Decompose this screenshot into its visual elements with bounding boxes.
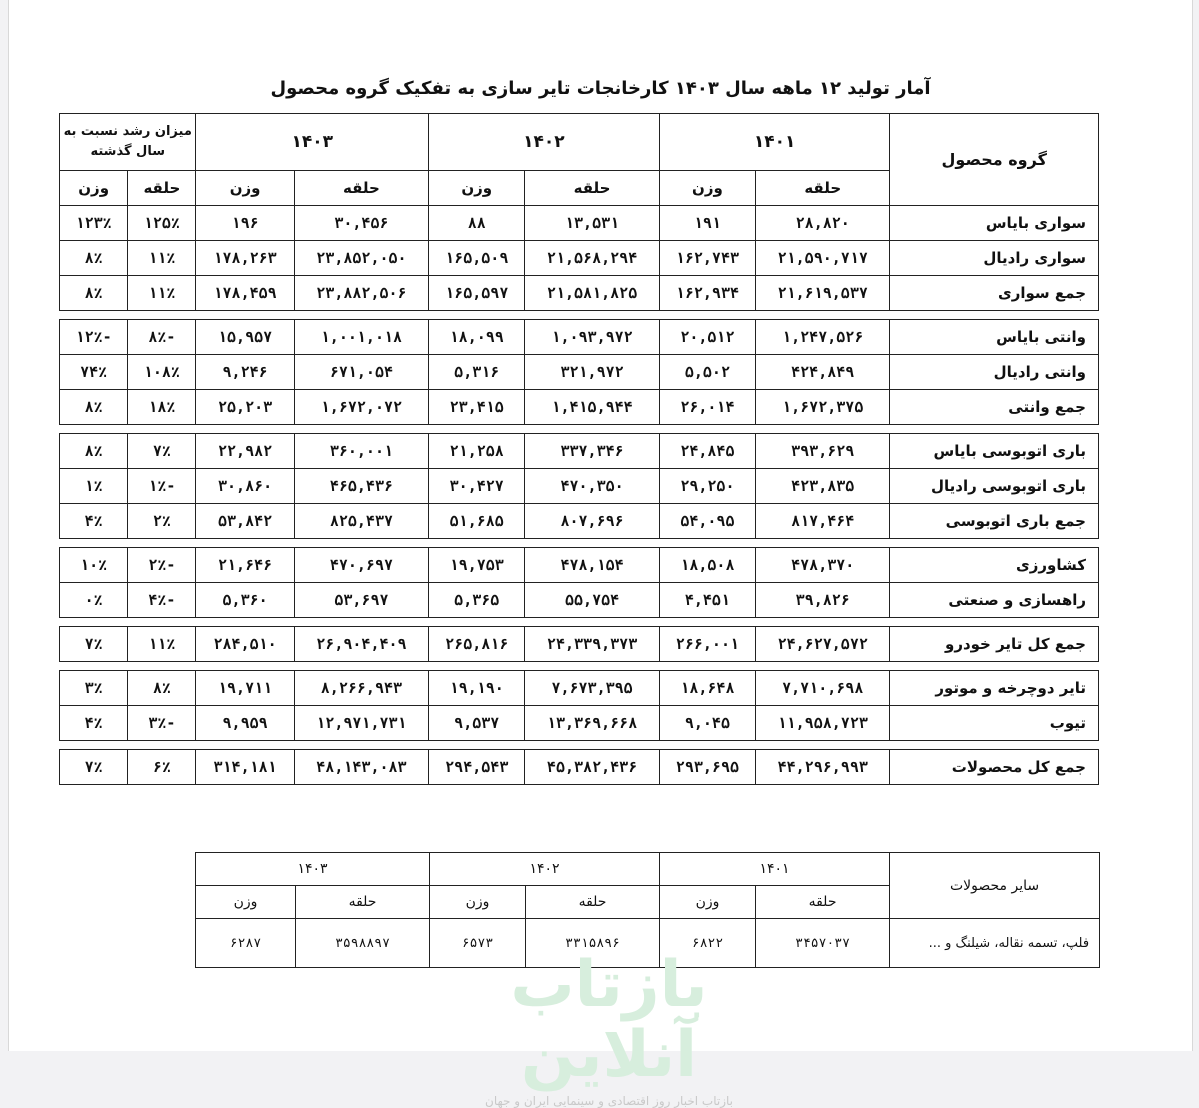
header-group: گروه محصول <box>890 114 1099 206</box>
table-row <box>60 504 1099 539</box>
value-cell: ۵۳,۸۴۲ <box>196 504 294 539</box>
value-cell: ۴۷۸,۱۵۴ <box>525 548 659 583</box>
other-products-table <box>195 852 1100 968</box>
value-cell: ۱۵,۹۵۷ <box>196 320 294 355</box>
watermark-brand: بازتاب آنلاین <box>510 948 708 1092</box>
value-cell: ۲۶۵,۸۱۶ <box>429 627 525 662</box>
other-header-weight: وزن <box>660 886 756 919</box>
row-label: باری اتوبوسی رادیال <box>890 469 1099 504</box>
value-cell: ۴۲۳,۸۳۵ <box>756 469 890 504</box>
value-cell: ۵,۵۰۲ <box>659 355 755 390</box>
other-label: سایر محصولات <box>890 853 1100 919</box>
value-cell: -۸٪ <box>128 320 196 355</box>
row-label: باری اتوبوسی بایاس <box>890 434 1099 469</box>
value-cell: ۳۹,۸۲۶ <box>756 583 890 618</box>
row-label: جمع کل محصولات <box>890 750 1099 785</box>
value-cell: ۲۹,۲۵۰ <box>659 469 755 504</box>
watermark-logo <box>429 950 789 1108</box>
header-year-1401: ۱۴۰۱ <box>659 114 890 171</box>
value-cell: ۳۹۳,۶۲۹ <box>756 434 890 469</box>
value-cell: ۲۳,۴۱۵ <box>429 390 525 425</box>
value-cell: ۴۶۵,۴۳۶ <box>294 469 428 504</box>
other-header-weight: وزن <box>196 886 296 919</box>
value-cell: ۳۰,۸۶۰ <box>196 469 294 504</box>
value-cell: ۳۶۰,۰۰۱ <box>294 434 428 469</box>
table-row <box>60 469 1099 504</box>
section-separator-cell <box>60 311 1099 320</box>
other-header-ring: حلقه <box>756 886 890 919</box>
value-cell: ۳۳۷,۳۴۶ <box>525 434 659 469</box>
row-label: جمع سواری <box>890 276 1099 311</box>
value-cell: ۲۰,۵۱۲ <box>659 320 755 355</box>
value-cell: ۳۰,۴۵۶ <box>294 206 428 241</box>
value-cell: ۱۲۳٪ <box>60 206 128 241</box>
table-row <box>60 390 1099 425</box>
value-cell: ۱,۶۷۲,۰۷۲ <box>294 390 428 425</box>
header-year-1402: ۱۴۰۲ <box>429 114 660 171</box>
other-year-1402: ۱۴۰۲ <box>430 853 660 886</box>
value-cell: ۸۲۵,۴۳۷ <box>294 504 428 539</box>
other-value-cell: ۳۳۱۵۸۹۶ <box>526 919 660 968</box>
value-cell: ۷۴٪ <box>60 355 128 390</box>
value-cell: ۲۶۶,۰۰۱ <box>659 627 755 662</box>
header-growth: میزان رشد نسبت به سال گذشته <box>60 114 196 171</box>
value-cell: ۵۵,۷۵۴ <box>525 583 659 618</box>
value-cell: ۹,۰۴۵ <box>659 706 755 741</box>
value-cell: ۱۹۶ <box>196 206 294 241</box>
value-cell: ۵,۳۱۶ <box>429 355 525 390</box>
value-cell: ۱۶۵,۵۰۹ <box>429 241 525 276</box>
value-cell: ۱۰٪ <box>60 548 128 583</box>
header-weight: وزن <box>196 171 294 206</box>
value-cell: ۲۹۳,۶۹۵ <box>659 750 755 785</box>
value-cell: ۸٪ <box>60 390 128 425</box>
row-label: جمع باری اتوبوسی <box>890 504 1099 539</box>
value-cell: ۳٪ <box>60 671 128 706</box>
value-cell: ۱۹,۷۱۱ <box>196 671 294 706</box>
table-row <box>60 434 1099 469</box>
header-year-1403: ۱۴۰۳ <box>196 114 429 171</box>
value-cell: ۸٪ <box>128 671 196 706</box>
value-cell: ۱۳,۵۳۱ <box>525 206 659 241</box>
row-label: وانتی رادیال <box>890 355 1099 390</box>
value-cell: ۴,۴۵۱ <box>659 583 755 618</box>
value-cell: ۳۰,۴۲۷ <box>429 469 525 504</box>
value-cell: ۱۱,۹۵۸,۷۲۳ <box>756 706 890 741</box>
value-cell: ۷,۶۷۳,۳۹۵ <box>525 671 659 706</box>
value-cell: ۴۲۴,۸۴۹ <box>756 355 890 390</box>
section-separator <box>60 662 1099 671</box>
value-cell: -۴٪ <box>128 583 196 618</box>
other-header-ring: حلقه <box>526 886 660 919</box>
value-cell: ۸۸ <box>429 206 525 241</box>
section-separator <box>60 741 1099 750</box>
table-row <box>60 671 1099 706</box>
other-value-cell: ۶۵۷۳ <box>430 919 526 968</box>
value-cell: -۳٪ <box>128 706 196 741</box>
section-separator-cell <box>60 741 1099 750</box>
value-cell: ۱٪ <box>60 469 128 504</box>
value-cell: ۳۱۴,۱۸۱ <box>196 750 294 785</box>
other-value-cell: ۳۵۹۸۸۹۷ <box>296 919 430 968</box>
section-separator <box>60 539 1099 548</box>
value-cell: ۱۶۵,۵۹۷ <box>429 276 525 311</box>
value-cell: ۱,۲۴۷,۵۲۶ <box>756 320 890 355</box>
other-value-cell: ۶۸۲۲ <box>660 919 756 968</box>
row-label: تیوب <box>890 706 1099 741</box>
table-row <box>60 320 1099 355</box>
table-row <box>60 583 1099 618</box>
value-cell: ۲۱,۵۹۰,۷۱۷ <box>756 241 890 276</box>
value-cell: ۱,۰۹۳,۹۷۲ <box>525 320 659 355</box>
value-cell: ۱۲۵٪ <box>128 206 196 241</box>
value-cell: ۱۹۱ <box>659 206 755 241</box>
table-row <box>60 276 1099 311</box>
row-label: سواری رادیال <box>890 241 1099 276</box>
value-cell: ۵۱,۶۸۵ <box>429 504 525 539</box>
production-table <box>59 113 1099 785</box>
row-label: تایر دوچرخه و موتور <box>890 671 1099 706</box>
value-cell: ۲۸,۸۲۰ <box>756 206 890 241</box>
section-separator-cell <box>60 425 1099 434</box>
value-cell: ۶٪ <box>128 750 196 785</box>
row-label: جمع کل تایر خودرو <box>890 627 1099 662</box>
value-cell: ۲۴,۳۳۹,۳۷۳ <box>525 627 659 662</box>
value-cell: ۱۲,۹۷۱,۷۳۱ <box>294 706 428 741</box>
value-cell: ۱,۴۱۵,۹۴۴ <box>525 390 659 425</box>
header-ring: حلقه <box>756 171 890 206</box>
value-cell: ۳۲۱,۹۷۲ <box>525 355 659 390</box>
table-row <box>60 548 1099 583</box>
value-cell: ۴۷۰,۶۹۷ <box>294 548 428 583</box>
value-cell: ۹,۵۳۷ <box>429 706 525 741</box>
document-page <box>8 0 1193 1108</box>
value-cell: ۵۴,۰۹۵ <box>659 504 755 539</box>
header-weight: وزن <box>429 171 525 206</box>
section-separator-cell <box>60 618 1099 627</box>
section-separator <box>60 311 1099 320</box>
section-separator-cell <box>60 662 1099 671</box>
table-body <box>60 206 1099 785</box>
value-cell: -۲٪ <box>128 548 196 583</box>
header-ring: حلقه <box>294 171 428 206</box>
value-cell: ۱,۶۷۲,۳۷۵ <box>756 390 890 425</box>
header-ring: حلقه <box>128 171 196 206</box>
value-cell: ۱,۰۰۱,۰۱۸ <box>294 320 428 355</box>
value-cell: ۹,۹۵۹ <box>196 706 294 741</box>
value-cell: ۲۶,۰۱۴ <box>659 390 755 425</box>
header-weight: وزن <box>659 171 755 206</box>
value-cell: ۱۸,۶۴۸ <box>659 671 755 706</box>
value-cell: ۱۱٪ <box>128 276 196 311</box>
value-cell: ۰٪ <box>60 583 128 618</box>
other-header-ring: حلقه <box>296 886 430 919</box>
value-cell: ۲۱,۵۶۸,۲۹۴ <box>525 241 659 276</box>
value-cell: ۲۱,۵۸۱,۸۲۵ <box>525 276 659 311</box>
other-year-1403: ۱۴۰۳ <box>196 853 430 886</box>
value-cell: ۸٪ <box>60 434 128 469</box>
value-cell: ۲۱,۶۴۶ <box>196 548 294 583</box>
value-cell: ۴۷۰,۳۵۰ <box>525 469 659 504</box>
value-cell: ۱۶۲,۷۴۳ <box>659 241 755 276</box>
value-cell: ۸٪ <box>60 241 128 276</box>
value-cell: ۱۸٪ <box>128 390 196 425</box>
value-cell: ۸۰۷,۶۹۶ <box>525 504 659 539</box>
value-cell: ۹,۲۴۶ <box>196 355 294 390</box>
table-row <box>60 627 1099 662</box>
value-cell: ۴۵,۳۸۲,۴۳۶ <box>525 750 659 785</box>
other-product-name: فلپ، تسمه نقاله، شیلنگ و ... <box>890 919 1100 968</box>
value-cell: ۲۴,۸۴۵ <box>659 434 755 469</box>
value-cell: ۴٪ <box>60 706 128 741</box>
value-cell: ۲۸۴,۵۱۰ <box>196 627 294 662</box>
table-row <box>60 355 1099 390</box>
other-value-cell: ۶۲۸۷ <box>196 919 296 968</box>
table-row <box>60 706 1099 741</box>
value-cell: ۴٪ <box>60 504 128 539</box>
value-cell: ۵,۳۶۰ <box>196 583 294 618</box>
row-label: کشاورزی <box>890 548 1099 583</box>
value-cell: ۲۶,۹۰۴,۴۰۹ <box>294 627 428 662</box>
value-cell: ۸٪ <box>60 276 128 311</box>
value-cell: ۴۴,۲۹۶,۹۹۳ <box>756 750 890 785</box>
value-cell: ۵۳,۶۹۷ <box>294 583 428 618</box>
value-cell: -۱۲٪ <box>60 320 128 355</box>
section-separator <box>60 618 1099 627</box>
value-cell: ۲۹۴,۵۴۳ <box>429 750 525 785</box>
value-cell: ۱۳,۳۶۹,۶۶۸ <box>525 706 659 741</box>
value-cell: ۱۰۸٪ <box>128 355 196 390</box>
other-header-weight: وزن <box>430 886 526 919</box>
value-cell: ۵,۳۶۵ <box>429 583 525 618</box>
value-cell: -۱٪ <box>128 469 196 504</box>
value-cell: ۷٪ <box>60 627 128 662</box>
value-cell: ۸,۲۶۶,۹۴۳ <box>294 671 428 706</box>
value-cell: ۷٪ <box>60 750 128 785</box>
header-ring: حلقه <box>525 171 659 206</box>
value-cell: ۲۴,۶۲۷,۵۷۲ <box>756 627 890 662</box>
value-cell: ۲۳,۸۸۲,۵۰۶ <box>294 276 428 311</box>
value-cell: ۱۷۸,۲۶۳ <box>196 241 294 276</box>
value-cell: ۱۷۸,۴۵۹ <box>196 276 294 311</box>
value-cell: ۲۲,۹۸۲ <box>196 434 294 469</box>
value-cell: ۲۳,۸۵۲,۰۵۰ <box>294 241 428 276</box>
section-separator-cell <box>60 539 1099 548</box>
value-cell: ۲٪ <box>128 504 196 539</box>
value-cell: ۱۶۲,۹۳۴ <box>659 276 755 311</box>
value-cell: ۲۵,۲۰۳ <box>196 390 294 425</box>
value-cell: ۲۱,۲۵۸ <box>429 434 525 469</box>
table-row <box>60 206 1099 241</box>
value-cell: ۱۱٪ <box>128 627 196 662</box>
value-cell: ۱۹,۱۹۰ <box>429 671 525 706</box>
other-year-1401: ۱۴۰۱ <box>660 853 890 886</box>
row-label: سواری بایاس <box>890 206 1099 241</box>
header-weight: وزن <box>60 171 128 206</box>
row-label: راهسازی و صنعتی <box>890 583 1099 618</box>
other-value-cell: ۳۴۵۷۰۳۷ <box>756 919 890 968</box>
row-label: وانتی بایاس <box>890 320 1099 355</box>
value-cell: ۱۹,۷۵۳ <box>429 548 525 583</box>
value-cell: ۷,۷۱۰,۶۹۸ <box>756 671 890 706</box>
table-row <box>60 241 1099 276</box>
value-cell: ۱۸,۵۰۸ <box>659 548 755 583</box>
value-cell: ۶۷۱,۰۵۴ <box>294 355 428 390</box>
value-cell: ۴۷۸,۳۷۰ <box>756 548 890 583</box>
value-cell: ۴۸,۱۴۳,۰۸۳ <box>294 750 428 785</box>
row-label: جمع وانتی <box>890 390 1099 425</box>
value-cell: ۸۱۷,۴۶۴ <box>756 504 890 539</box>
value-cell: ۲۱,۶۱۹,۵۳۷ <box>756 276 890 311</box>
value-cell: ۱۱٪ <box>128 241 196 276</box>
watermark-tagline: بازتاب اخبار روز اقتصادی و سینمایی ایران و جهان <box>485 1094 733 1108</box>
value-cell: ۷٪ <box>128 434 196 469</box>
section-separator <box>60 425 1099 434</box>
table-row <box>60 750 1099 785</box>
value-cell: ۱۸,۰۹۹ <box>429 320 525 355</box>
document-title: آمار تولید ۱۲ ماهه سال ۱۴۰۳ کارخانجات تایر سازی به تفکیک گروه محصول <box>270 78 931 99</box>
